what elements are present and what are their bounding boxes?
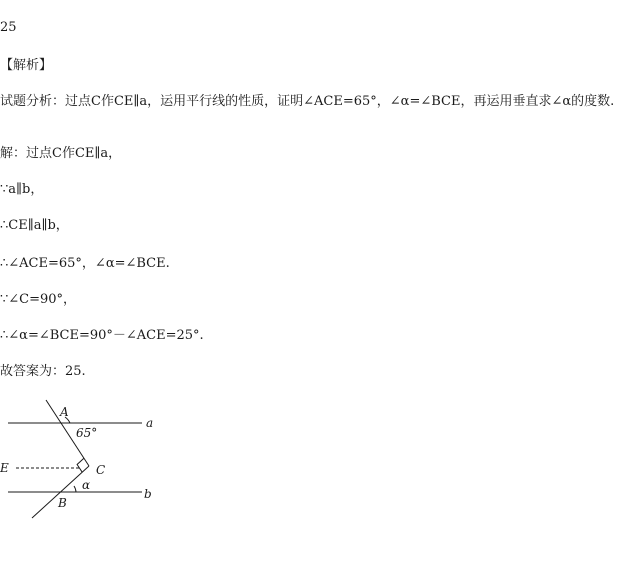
label-a-lower: a bbox=[146, 416, 154, 430]
analysis-paragraph: 试题分析：过点C作CE∥a，运用平行线的性质，证明∠ACE=65°，∠α=∠BCE，再运用垂直求∠α的度数. bbox=[0, 94, 615, 109]
solution-step: 解：过点C作CE∥a， bbox=[0, 146, 122, 161]
solution-step: ∵a∥b， bbox=[0, 182, 44, 197]
label-e: E bbox=[0, 461, 9, 475]
final-answer: 故答案为：25. bbox=[0, 364, 86, 379]
solution-step: ∴CE∥a∥b， bbox=[0, 218, 69, 233]
solution-step: ∴∠ACE=65°，∠α=∠BCE. bbox=[0, 256, 170, 271]
label-alpha: α bbox=[82, 478, 91, 492]
label-65-degrees: 65° bbox=[76, 426, 98, 440]
answer-number: 25 bbox=[0, 20, 17, 35]
label-a-upper: A bbox=[60, 405, 69, 419]
solution-step: ∴∠α=∠BCE=90°－∠ACE=25°. bbox=[0, 328, 204, 343]
angle-alpha-arc bbox=[74, 486, 76, 492]
solution-step: ∵∠C=90°， bbox=[0, 292, 77, 307]
label-b-upper: B bbox=[58, 496, 67, 510]
label-b-lower: b bbox=[144, 487, 152, 501]
label-c: C bbox=[96, 463, 106, 477]
geometry-figure bbox=[0, 396, 200, 526]
section-heading: 【解析】 bbox=[0, 58, 53, 73]
right-angle-mark bbox=[77, 458, 84, 472]
